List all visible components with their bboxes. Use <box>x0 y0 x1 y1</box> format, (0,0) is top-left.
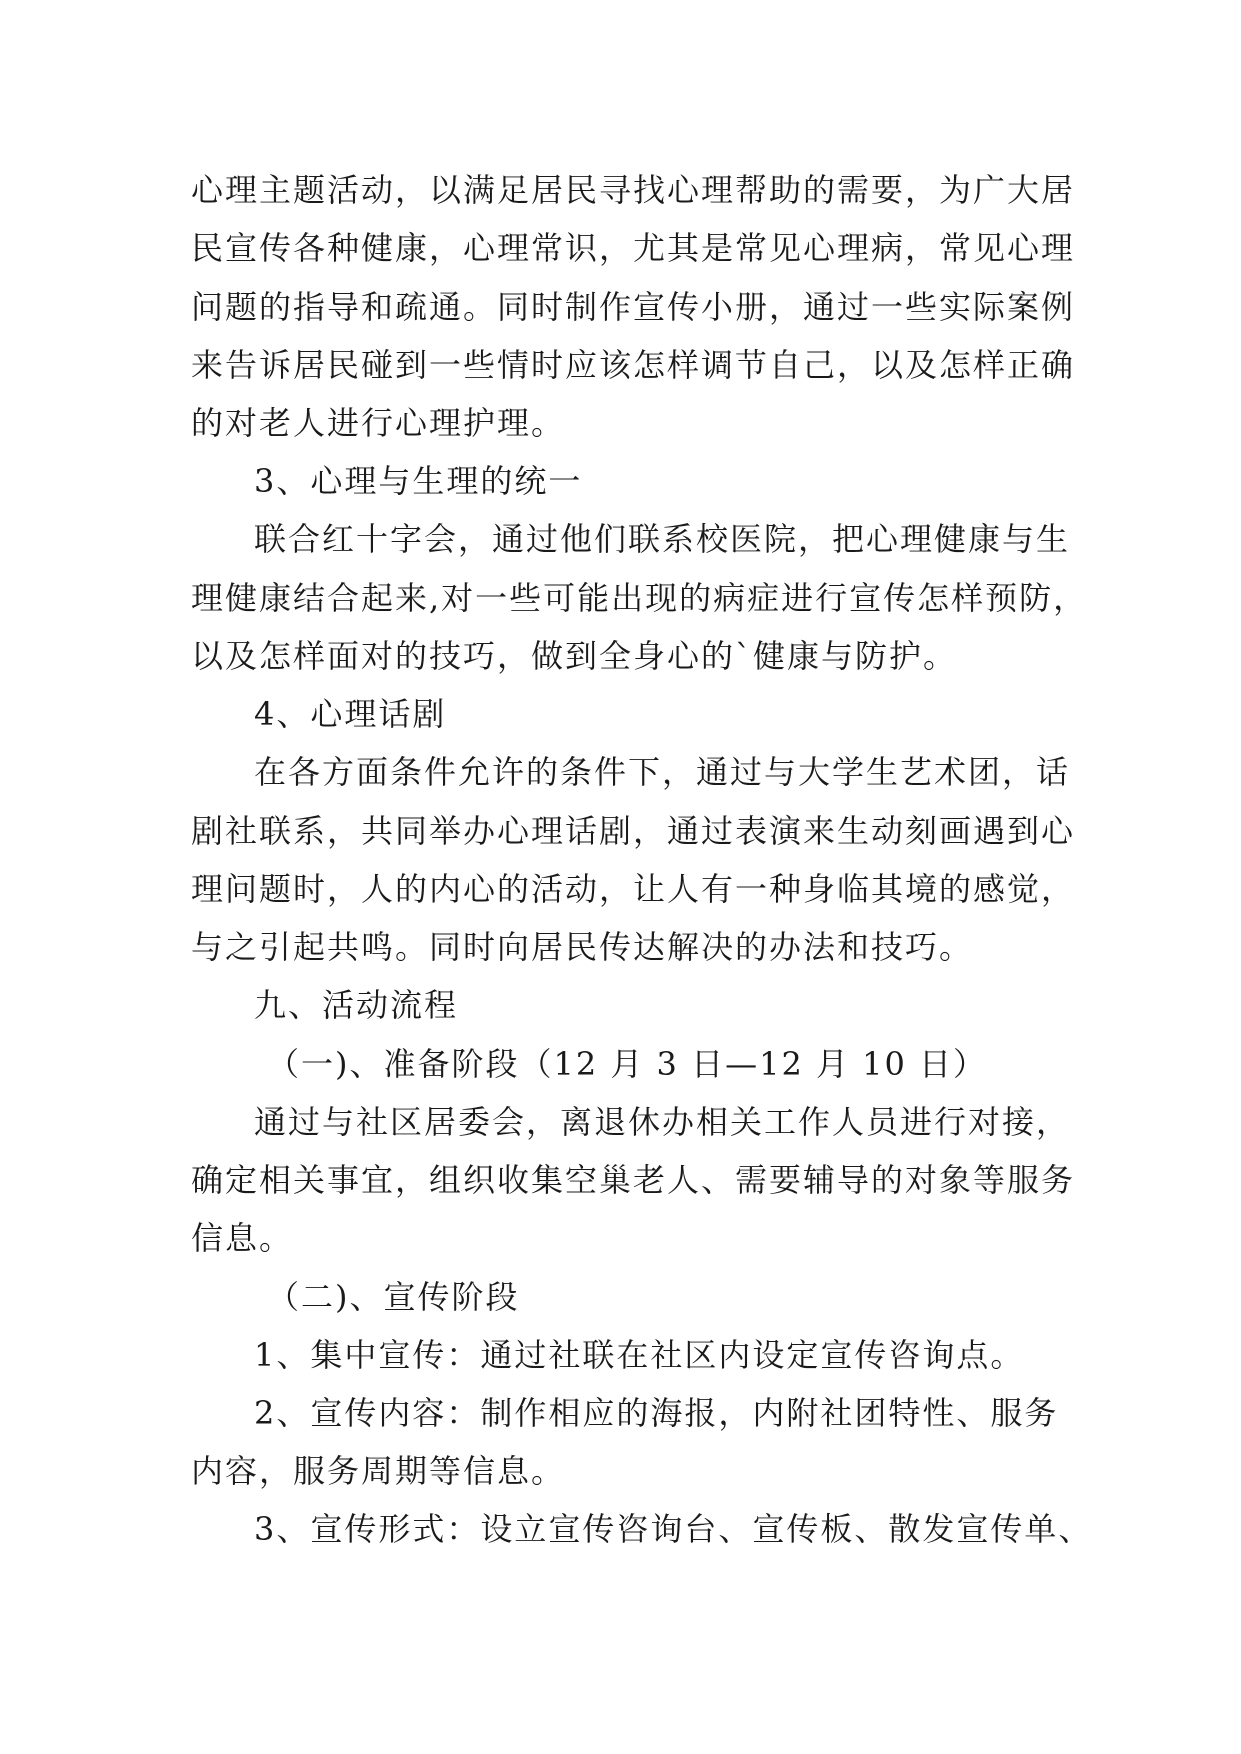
body-line: 的对老人进行心理护理。 <box>191 404 566 442</box>
body-line: 2、宣传内容：制作相应的海报，内附社团特性、服务 <box>254 1394 1059 1432</box>
body-line: 理健康结合起来,对一些可能出现的病症进行宣传怎样预防， <box>191 579 1088 617</box>
subsection-heading: （一)、准备阶段（12 月 3 日—12 月 10 日） <box>267 1045 988 1083</box>
section-heading: 4、心理话剧 <box>254 695 447 733</box>
body-line: 问题的指导和疏通。同时制作宣传小册，通过一些实际案例 <box>191 288 1076 326</box>
body-line: 3、宣传形式：设立宣传咨询台、宣传板、散发宣传单、 <box>254 1510 1093 1548</box>
body-line: 民宣传各种健康，心理常识，尤其是常见心理病，常见心理 <box>191 229 1076 267</box>
section-heading: 3、心理与生理的统一 <box>254 462 583 500</box>
body-line: 内容，服务周期等信息。 <box>191 1452 566 1490</box>
body-line: 剧社联系，共同举办心理话剧，通过表演来生动刻画遇到心 <box>191 812 1076 850</box>
body-line: 来告诉居民碰到一些情时应该怎样调节自己，以及怎样正确 <box>191 346 1076 384</box>
body-line: 确定相关事宜，组织收集空巢老人、需要辅导的对象等服务 <box>191 1161 1076 1199</box>
body-line: 以及怎样面对的技巧，做到全身心的`健康与防护。 <box>191 637 958 675</box>
body-line: 在各方面条件允许的条件下，通过与大学生艺术团，话 <box>254 753 1071 791</box>
body-line: 心理主题活动，以满足居民寻找心理帮助的需要，为广大居 <box>191 171 1076 209</box>
body-line: 理问题时，人的内心的活动，让人有一种身临其境的感觉， <box>191 870 1076 908</box>
body-line: 与之引起共鸣。同时向居民传达解决的办法和技巧。 <box>191 928 974 966</box>
subsection-heading: （二)、宣传阶段 <box>267 1278 520 1316</box>
body-line: 联合红十字会，通过他们联系校医院，把心理健康与生 <box>254 520 1071 558</box>
body-line: 信息。 <box>191 1219 294 1257</box>
section-heading: 九、活动流程 <box>254 986 459 1024</box>
body-line: 通过与社区居委会，离退休办相关工作人员进行对接， <box>254 1103 1071 1141</box>
body-line: 1、集中宣传：通过社联在社区内设定宣传咨询点。 <box>254 1336 1025 1374</box>
